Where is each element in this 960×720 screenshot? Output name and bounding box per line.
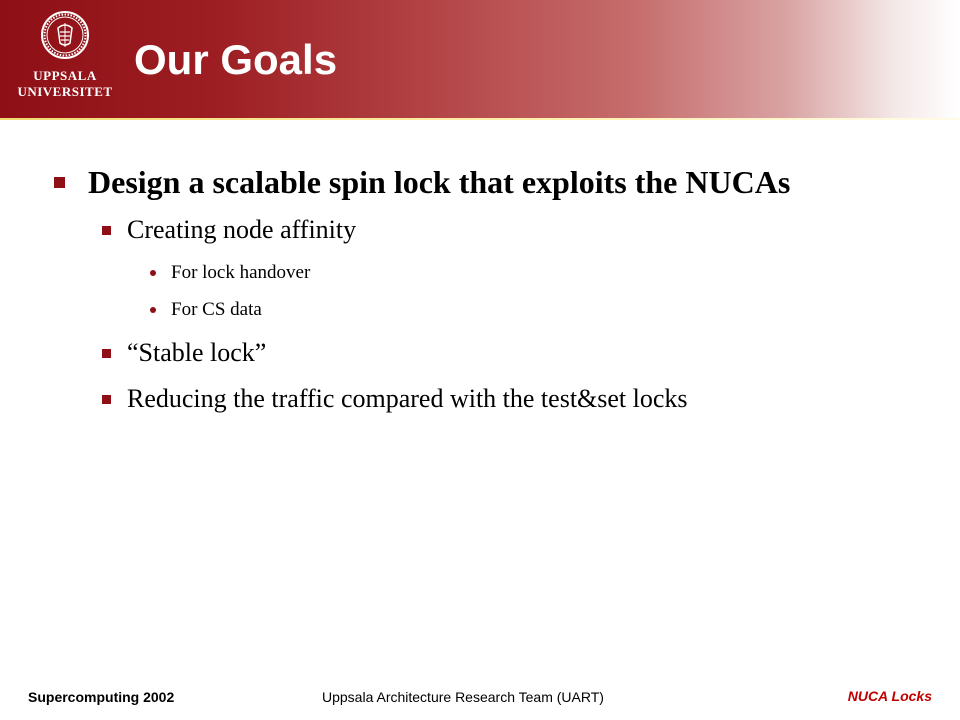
bullet-text: Design a scalable spin lock that exploits the NUCAs <box>88 164 791 200</box>
footer-team: Uppsala Architecture Research Team (UART) <box>322 689 604 705</box>
dot-bullet-icon <box>150 307 156 313</box>
footer-conference: Supercomputing 2002 <box>28 689 175 705</box>
university-seal-icon <box>40 10 90 60</box>
square-bullet-icon <box>102 395 111 404</box>
logo-line-1: UPPSALA <box>33 68 97 83</box>
footer-topic: NUCA Locks <box>847 688 932 704</box>
bullet-text: Creating node affinity <box>127 215 357 244</box>
logo-line-2: UNIVERSITET <box>17 84 113 99</box>
bullet-text: Reducing the traffic compared with the test&set locks <box>127 384 688 413</box>
bullet-text: For lock handover <box>171 262 311 283</box>
university-logo <box>14 10 116 110</box>
title-underline <box>0 118 960 120</box>
square-bullet-icon <box>54 177 65 188</box>
dot-bullet-icon <box>150 270 156 276</box>
square-bullet-icon <box>102 349 111 358</box>
bullet-text: “Stable lock” <box>127 338 267 367</box>
bullet-text: For CS data <box>171 299 262 320</box>
square-bullet-icon <box>102 226 111 235</box>
slide-title: Our Goals <box>134 36 338 83</box>
